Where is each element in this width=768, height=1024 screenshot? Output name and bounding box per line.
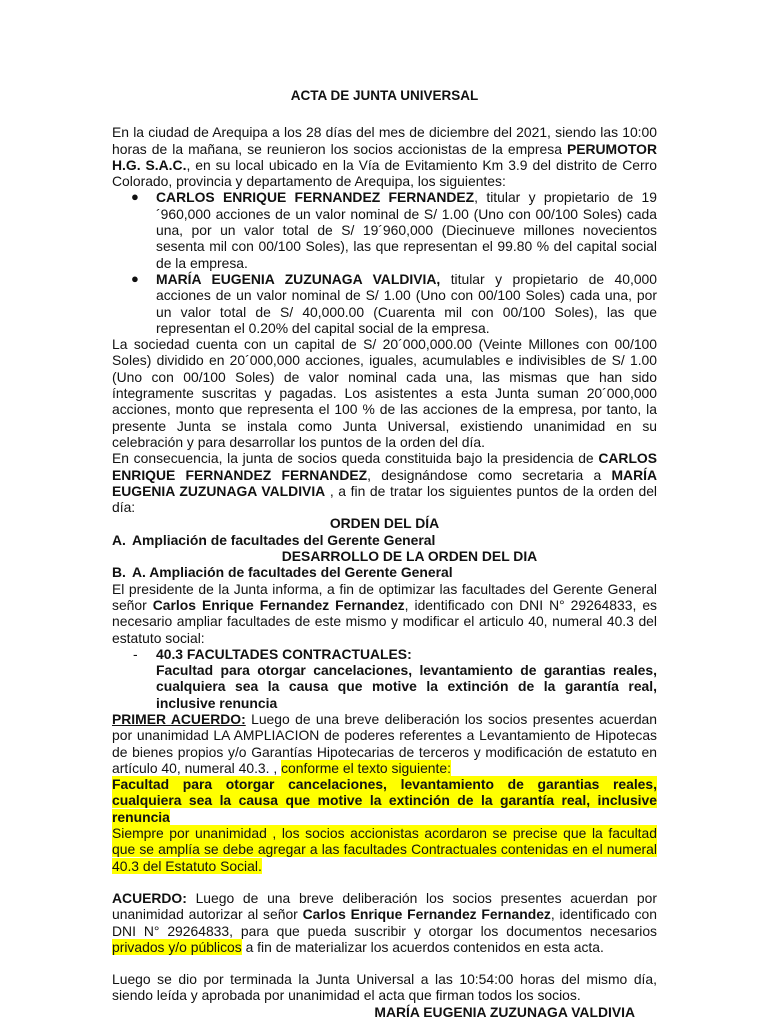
presidency-paragraph	[112, 450, 657, 515]
agenda-heading-text: ORDEN DEL DÍA	[329, 515, 440, 532]
agreement-name: Carlos Enrique Fernandez Fernandez	[302, 906, 551, 923]
spacer	[112, 874, 657, 890]
presidency-text-3: , a fin de tratar los siguientes puntos de la orden del día:	[112, 482, 658, 516]
highlighted-faculty-text: Facultad para otorgar cancelaciones, levantamiento de garantias reales, cualquiera sea la causa que motive la extinción de la garantía real, inclusive renuncia	[112, 776, 657, 825]
agreement-text-2: , identificado con DNI N° 29264833, para que pueda suscribir y otorgar los documentos necesarios	[112, 906, 657, 939]
partners-list	[112, 189, 657, 336]
signature-name: MARÍA EUGENIA ZUZUNAGA VALDIVIA	[374, 1003, 635, 1020]
dash-marker: -	[133, 645, 138, 662]
manager-paragraph	[112, 581, 657, 646]
manager-text-2: , identificado con DNI N° 29264833, es necesario ampliar facultades de este mismo y modificar el articulo 40, numeral 40.3 del estatuto social:	[112, 596, 657, 646]
agreement-paragraph	[112, 890, 657, 955]
highlighted-unanimity-text: Siempre por unanimidad , los socios accionistas acordaron se precise que la facultad que se amplía se debe agregar a las facultades Contractuales contenidas en el numeral 40.3 del Estatuto Social.	[112, 825, 657, 874]
partner-name: CARLOS ENRIQUE FERNANDEZ FERNANDEZ	[156, 189, 475, 206]
partner-item	[112, 189, 657, 270]
clause-body: Facultad para otorgar cancelaciones, levantamiento de garantias reales, cualquiera sea la causa que motive la extinción de la garantía real, inclusive renuncia	[156, 662, 657, 711]
agenda-item-label: A.	[112, 531, 126, 548]
agreement-text-1: Luego de una breve deliberación los socios presentes acuerdan por unanimidad autorizar al señor	[112, 889, 657, 923]
manager-text-1: El presidente de la Junta informa, a fin de optimizar las facultades del Gerente General señor	[112, 580, 657, 613]
manager-name: Carlos Enrique Fernandez Fernandez	[152, 596, 405, 613]
partner-text: titular y propietario de 40,000 acciones de un valor nominal de S/ 1.00 (Uno con 00/100 Soles) cada una, por un valor total de S/ 40,000.00 (Cuarenta mil con 00/100 Soles), las que representan el 0.20% del capital social de la empresa.	[156, 270, 658, 336]
bullet-icon: ●	[131, 270, 139, 286]
company-name: PERUMOTOR H.G. S.A.C.	[112, 140, 657, 173]
development-item-label: B.	[112, 564, 126, 581]
development-heading	[112, 548, 657, 564]
first-agreement-label: PRIMER ACUERDO:	[112, 710, 246, 727]
document-page	[112, 88, 657, 1020]
clause-heading	[156, 646, 657, 662]
agenda-item-text: Ampliación de facultades del Gerente General	[132, 531, 436, 548]
president-name: CARLOS ENRIQUE FERNANDEZ FERNANDEZ	[112, 450, 657, 483]
partner-text: , titular y propietario de 19´960,000 acciones de un valor nominal de S/ 1.00 (Uno con 00/100 Soles) cada una, por un valor total de S/ 19´960,000 (Diecinueve millones novecientos sesenta mil con 00/100 Soles), las que representan el 99.80 % del capital social de la empresa.	[156, 189, 658, 271]
agenda-heading	[112, 515, 657, 531]
highlighted-text: conforme el texto siguiente:	[281, 759, 451, 776]
first-agreement-text: Luego de una breve deliberación los socios presentes acuerdan por unanimidad LA AMPLIACION de poderes referentes a Levantamiento de Hipotecas de bienes propios y/o Garantías Hipotecarias de terceros y modificación de estatuto en artículo 40, numeral 40.3. ,	[112, 710, 657, 776]
highlighted-private-public: privados y/o públicos	[112, 938, 242, 955]
development-item	[112, 564, 657, 580]
development-heading-text: DESARROLLO DE LA ORDEN DEL DIA	[281, 548, 538, 565]
presidency-text-1: En consecuencia, la junta de socios queda constituida bajo la presidencia de	[112, 450, 599, 467]
agreement-label: ACUERDO:	[112, 889, 187, 906]
presidency-text-2: , designándose como secretaria a	[367, 466, 612, 483]
clause-text	[156, 662, 657, 711]
first-agreement-paragraph	[112, 711, 657, 776]
capital-paragraph: La sociedad cuenta con un capital de S/ 20´000,000.00 (Veinte Millones con 00/100 Soles) dividido en 20´000,000 acciones, iguales, acumulables e indivisibles de S/ 1.00 (Uno con 00/100 Soles) de valor nominal cada una, las mismas que han sido íntegramente suscritas y pagadas. Los asistentes a esta Junta suman 20´000,000 acciones, monto que representa el 100 % de las acciones de la empresa, por tanto, la presente Junta se instala como Junta Universal, existiendo unanimidad en su celebración y para desarrollar los puntos de la orden del día.	[112, 336, 657, 450]
closing-paragraph: Luego se dio por terminada la Junta Universal a las 10:54:00 horas del mismo día, siendo leída y aprobada por unanimidad el acta que firman todos los socios.	[112, 971, 657, 1004]
intro-paragraph	[112, 124, 657, 189]
document-title: ACTA DE JUNTA UNIVERSAL	[290, 88, 479, 103]
spacer	[112, 955, 657, 971]
unanimity-paragraph	[112, 825, 657, 874]
clause-block	[112, 646, 657, 711]
agenda-item	[112, 532, 657, 548]
partner-item	[112, 271, 657, 336]
intro-text-1: En la ciudad de Arequipa a los 28 días del mes de diciembre del 2021, siendo las 10:00 horas de la mañana, se reunieron los socios accionistas de la empresa	[112, 124, 657, 157]
clause-heading-text: 40.3 FACULTADES CONTRACTUALES:	[156, 645, 412, 662]
intro-text-2: , en su local ubicado en la Vía de Evitamiento Km 3.9 del distrito de Cerro Colorado, provincia y departamento de Arequipa, los siguientes:	[112, 156, 657, 190]
faculty-paragraph	[112, 776, 657, 825]
bullet-icon: ●	[131, 189, 139, 205]
partner-name: MARÍA EUGENIA ZUZUNAGA VALDIVIA,	[156, 270, 441, 287]
secretary-name: MARÍA EUGENIA ZUZUNAGA VALDIVIA	[112, 466, 657, 499]
development-item-text: A. Ampliación de facultades del Gerente General	[132, 564, 453, 581]
agreement-text-3: a fin de materializar los acuerdos contenidos en esta acta.	[241, 938, 604, 955]
